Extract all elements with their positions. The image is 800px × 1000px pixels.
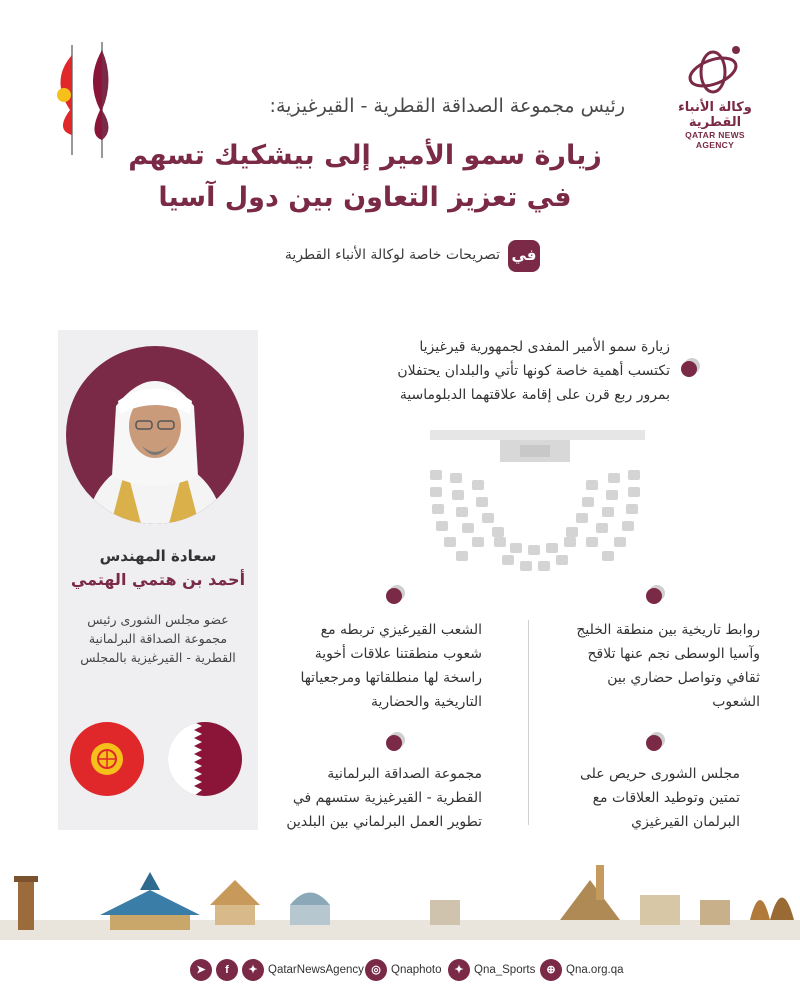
point-1 <box>340 335 670 407</box>
facebook-icon: f <box>216 959 238 981</box>
point-4 <box>540 762 740 834</box>
point-4-line-3: البرلمان القيرغيزي <box>631 814 740 830</box>
point-4-line-1: مجلس الشورى حريص على <box>579 766 740 782</box>
point-3-line-3: راسخة لها منطلقاتها ومرجعياتها <box>300 670 482 686</box>
instagram-icon: ◎ <box>365 959 387 981</box>
headline-line-1: زيارة سمو الأمير إلى بيشكيك تسهم <box>128 140 602 171</box>
point-1-line-2: تكتسب أهمية خاصة كونها تأتي والبلدان يحتفلان <box>397 363 670 379</box>
point-1-line-1: زيارة سمو الأمير المفدى لجمهورية قيرغيزيا <box>419 339 670 355</box>
logo-arabic-text: وكالة الأنباء القطرية <box>678 100 752 130</box>
point-5 <box>252 762 482 834</box>
bullet-dot-icon <box>645 732 665 752</box>
role-line-2: مجموعة الصداقة البرلمانية <box>88 631 228 646</box>
column-divider <box>528 620 529 825</box>
skyline-illustration <box>0 860 800 940</box>
social-4-label: Qna.org.qa <box>566 964 624 976</box>
qna-emblem-icon <box>680 42 750 94</box>
point-1-line-3: بمرور ربع قرن على إقامة علاقتهما الدبلوماسية <box>399 387 670 403</box>
person-portrait <box>66 346 244 524</box>
subtag-badge: في <box>508 240 540 272</box>
point-2-line-4: الشعوب <box>712 694 760 710</box>
qna-logo <box>665 42 765 150</box>
point-3-line-4: التاريخية والحضارية <box>370 694 482 710</box>
social-2-label: Qnaphoto <box>391 964 442 976</box>
social-qna-sports[interactable] <box>448 955 535 985</box>
globe-icon: ⊕ <box>540 959 562 981</box>
role-line-1: عضو مجلس الشورى رئيس <box>87 612 229 627</box>
bullet-dot-icon <box>680 358 700 378</box>
subtag <box>260 240 540 276</box>
kicker-text: رئيس مجموعة الصداقة القطرية - القيرغيزية: <box>269 95 625 117</box>
social-website[interactable] <box>540 955 624 985</box>
role-line-3: القطرية - القيرغيزية بالمجلس <box>80 650 236 665</box>
telegram-icon: ➤ <box>190 959 212 981</box>
bullet-dot-icon <box>385 732 405 752</box>
point-2-line-1: روابط تاريخية بين منطقة الخليج <box>576 622 760 638</box>
point-3-line-2: شعوب منطقتنا علاقات أخوية <box>314 646 482 662</box>
headline <box>105 135 625 219</box>
person-title: سعادة المهندس <box>99 547 217 565</box>
twitter-icon: ✦ <box>242 959 264 981</box>
social-1-label: QatarNewsAgency <box>268 964 364 976</box>
bullet-dot-icon <box>385 585 405 605</box>
social-qnaphoto[interactable] <box>365 955 442 985</box>
point-4-line-2: تمتين وتوطيد العلاقات مع <box>592 790 740 806</box>
subtag-text: تصريحات خاصة لوكالة الأنباء القطرية <box>284 247 500 263</box>
logo-english-text: QATAR NEWS AGENCY <box>685 130 745 150</box>
person-role <box>63 610 253 667</box>
qatar-flag-icon <box>168 722 242 796</box>
point-5-line-1: مجموعة الصداقة البرلمانية <box>327 766 482 782</box>
point-3 <box>262 618 482 714</box>
point-5-line-2: القطرية - القيرغيزية ستسهم في <box>292 790 482 806</box>
parliament-seating-illustration <box>410 425 660 575</box>
twitter-icon: ✦ <box>448 959 470 981</box>
person-name: أحمد بن هتمي الهتمي <box>70 570 246 589</box>
social-qatarnewsagency[interactable] <box>190 955 364 985</box>
point-2-line-3: ثقافي وتواصل حضاري بين <box>607 670 760 686</box>
bullet-dot-icon <box>645 585 665 605</box>
social-3-label: Qna_Sports <box>474 964 536 976</box>
footer-social-bar <box>0 955 800 989</box>
kyrgyzstan-flag-icon <box>70 722 144 796</box>
point-5-line-3: تطوير العمل البرلماني بين البلدين <box>286 814 482 830</box>
point-3-line-1: الشعب القيرغيزي تربطه مع <box>320 622 482 638</box>
point-2 <box>540 618 760 714</box>
headline-line-2: في تعزيز التعاون بين دول آسيا <box>158 182 572 213</box>
point-2-line-2: وآسيا الوسطى نجم عنها تلاقح <box>587 646 760 662</box>
